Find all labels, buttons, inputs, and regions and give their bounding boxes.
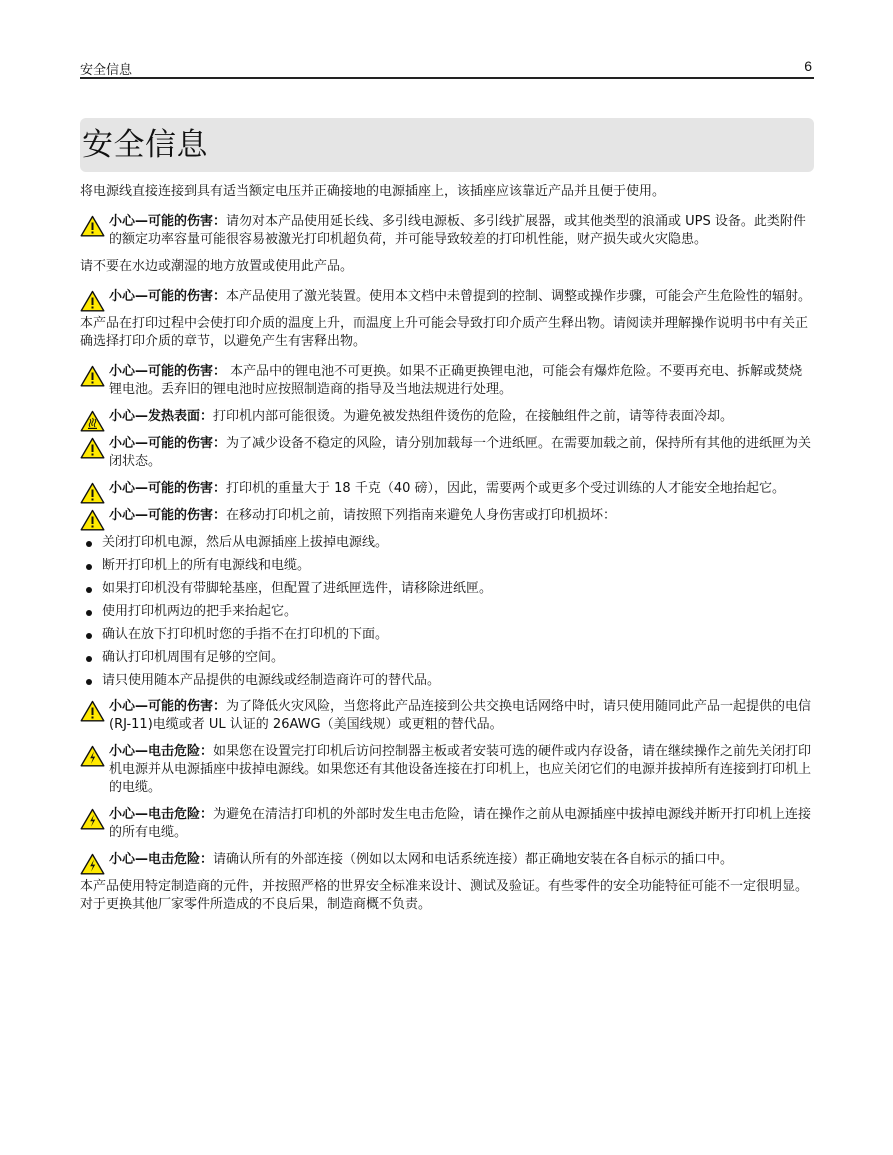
- caution-notice: [80, 851, 814, 869]
- caution-text: 如果您在设置完打印机后访问控制器主板或者安装可选的硬件或内存设备，请在继续操作之前先关闭打印机电源并从电源插座中拔掉电源线。如果您还有其他设备连接在打印机上，也应关闭它们的电源并拔掉所有连接到打印机上的电缆。: [109, 744, 812, 795]
- caution-label: 小心—电击危险：: [109, 744, 214, 759]
- caution-notice: [80, 213, 814, 249]
- warning-icon: [80, 509, 105, 531]
- caution-text: 本产品使用了激光装置。使用本文档中未曾提到的控制、调整或操作步骤，可能会产生危险性的辐射。: [226, 289, 812, 304]
- caution-notice: [80, 743, 814, 797]
- warning-icon: [80, 700, 105, 722]
- warning-icon: [80, 365, 105, 387]
- caution-label: 小心—可能的伤害：: [109, 436, 227, 451]
- hot-surface-icon: [80, 410, 105, 432]
- caution-notice: [80, 435, 814, 471]
- warning-icon: [80, 215, 105, 237]
- caution-text: 为避免在清洁打印机的外部时发生电击危险，请在操作之前从电源插座中拔掉电源线并断开打印机上连接的所有电缆。: [109, 807, 812, 840]
- warning-icon: [80, 437, 105, 459]
- electric-shock-icon: [80, 808, 105, 830]
- list-item: 使用打印机两边的把手来抬起它。: [80, 603, 814, 621]
- caution-label: 小心—可能的伤害：: [109, 289, 227, 304]
- list-item: 确认在放下打印机时您的手指不在打印机的下面。: [80, 626, 814, 644]
- caution-label: 小心—发热表面：: [109, 409, 214, 424]
- paragraph: 本产品在打印过程中会使打印介质的温度上升，而温度上升可能会导致打印介质产生释出物。请阅读并理解操作说明书中有关正确选择打印介质的章节，以避免产生有害释出物。: [80, 316, 809, 349]
- electric-shock-icon: [80, 853, 105, 875]
- bullet-list: [80, 534, 814, 690]
- caution-notice: [80, 507, 814, 525]
- caution-text: 在移动打印机之前，请按照下列指南来避免人身伤害或打印机损坏：: [226, 508, 617, 523]
- list-item: 如果打印机没有带脚轮基座，但配置了进纸匣选件，请移除进纸匣。: [80, 580, 814, 598]
- caution-label: 小心—可能的伤害：: [109, 364, 227, 379]
- caution-label: 小心—可能的伤害：: [109, 508, 227, 523]
- caution-notice: [80, 408, 814, 426]
- caution-text: 请勿对本产品使用延长线、多引线电源板、多引线扩展器，或其他类型的浪涌或 UPS 设备。此类附件的额定功率容量可能很容易被激光打印机超负荷，并可能导致较差的打印机性能，财产损失或火灾隐患。: [109, 214, 806, 247]
- caution-label: 小心—可能的伤害：: [109, 699, 227, 714]
- caution-notice: [80, 806, 814, 842]
- caution-text: 打印机内部可能很烫。为避免被发热组件烫伤的危险，在接触组件之前，请等待表面冷却。: [213, 409, 734, 424]
- list-item: 断开打印机上的所有电源线和电缆。: [80, 557, 814, 575]
- caution-label: 小心—可能的伤害：: [109, 481, 227, 496]
- warning-icon: [80, 290, 105, 312]
- electric-shock-icon: [80, 745, 105, 767]
- list-item: 请只使用随本产品提供的电源线或经制造商许可的替代品。: [80, 672, 814, 690]
- warning-icon: [80, 482, 105, 504]
- caution-text: 为了减少设备不稳定的风险，请分别加载每一个进纸匣。在需要加载之前，保持所有其他的进纸匣为关闭状态。: [109, 436, 812, 469]
- caution-label: 小心—电击危险：: [109, 852, 214, 867]
- caution-notice: [80, 363, 814, 399]
- caution-text: 请确认所有的外部连接（例如以太网和电话系统连接）都正确地安装在各自标示的插口中。: [213, 852, 734, 867]
- page-number: 6: [804, 58, 812, 74]
- content-body: [80, 183, 814, 926]
- caution-notice: [80, 480, 814, 498]
- paragraph: 本产品使用特定制造商的元件，并按照严格的世界安全标准来设计、测试及验证。有些零件的安全功能特征可能不一定很明显。对于更换其他厂家零件所造成的不良后果，制造商概不负责。: [80, 879, 809, 912]
- list-item: 关闭打印机电源，然后从电源插座上拔掉电源线。: [80, 534, 814, 552]
- caution-label: 小心—可能的伤害：: [109, 214, 227, 229]
- caution-text: 打印机的重量大于 18 千克（40 磅），因此，需要两个或更多个受过训练的人才能安全地抬起它。: [226, 481, 785, 496]
- paragraph: 将电源线直接连接到具有适当额定电压并正确接地的电源插座上，该插座应该靠近产品并且便于使用。: [80, 184, 666, 199]
- caution-label: 小心—电击危险：: [109, 807, 214, 822]
- caution-notice: [80, 698, 814, 734]
- header-section-title: 安全信息: [80, 63, 133, 78]
- list-item: 确认打印机周围有足够的空间。: [80, 649, 814, 667]
- title-band: [80, 118, 814, 172]
- paragraph: 请不要在水边或潮湿的地方放置或使用此产品。: [80, 259, 354, 274]
- caution-text: 本产品中的锂电池不可更换。如果不正确更换锂电池，可能会有爆炸危险。不要再充电、拆解或焚烧锂电池。丢弃旧的锂电池时应按照制造商的指导及当地法规进行处理。: [109, 364, 803, 397]
- caution-text: 为了降低火灾风险，当您将此产品连接到公共交换电话网络中时，请只使用随同此产品一起提供的电信(RJ-11)电缆或者 UL 认证的 26AWG（美国线规）或更粗的替代品。: [109, 699, 812, 732]
- page-title: 安全信息: [82, 127, 208, 163]
- running-header: [80, 58, 814, 79]
- caution-notice: [80, 288, 814, 306]
